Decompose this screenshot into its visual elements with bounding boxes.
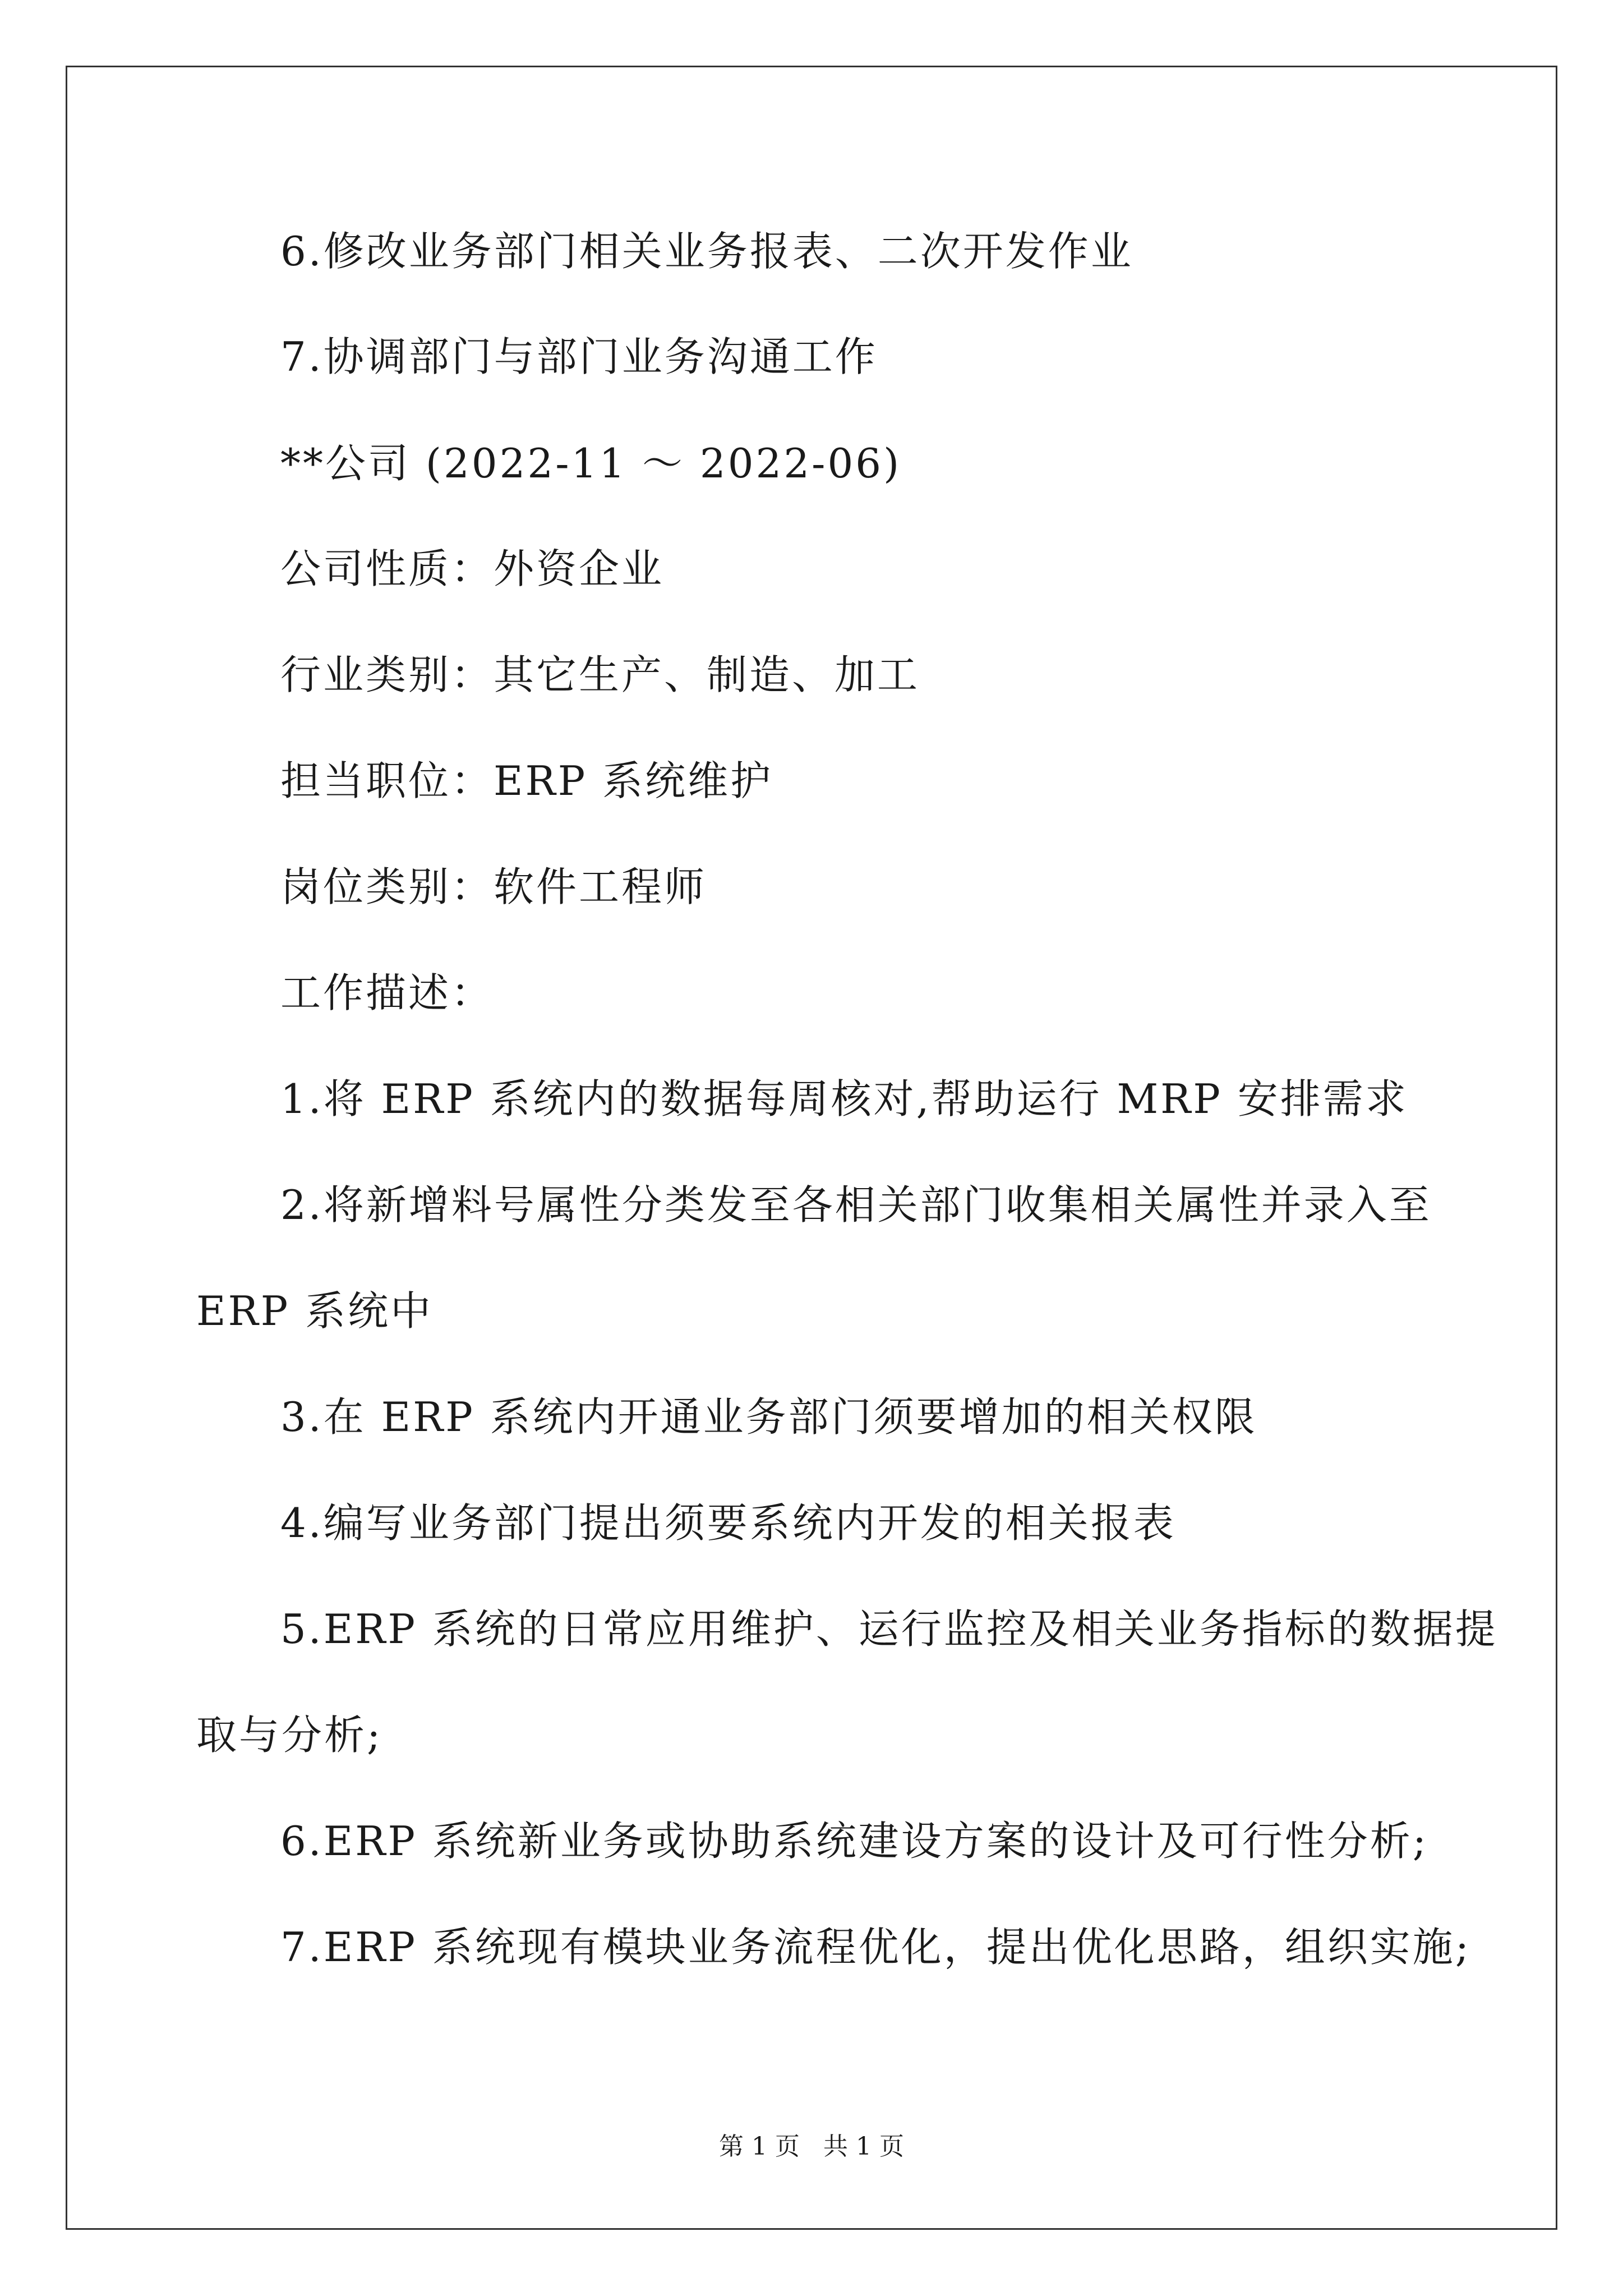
text-line: 2.将新增料号属性分类发至各相关部门收集相关属性并录入至 [280, 1181, 1432, 1228]
text-line: 4.编写业务部门提出须要系统内开发的相关报表 [280, 1499, 1176, 1547]
text-line: 取与分析; [196, 1711, 383, 1759]
text-line: **公司 (2022-11 ～ 2022-06) [280, 440, 902, 487]
text-line: 工作描述： [280, 969, 494, 1016]
text-line: ERP 系统中 [196, 1287, 434, 1335]
text-line: 行业类别：其它生产、制造、加工 [280, 651, 920, 698]
text-line: 6.ERP 系统新业务或协助系统建设方案的设计及可行性分析; [280, 1818, 1429, 1865]
page-border [66, 66, 1557, 2230]
text-line: 5.ERP 系统的日常应用维护、运行监控及相关业务指标的数据提 [280, 1605, 1498, 1653]
page-number-footer: 第 1 页 共 1 页 [719, 2132, 904, 2161]
text-line: 公司性质：外资企业 [280, 545, 665, 592]
text-line: 1.将 ERP 系统内的数据每周核对,帮助运行 MRP 安排需求 [280, 1075, 1408, 1122]
text-line: 7.协调部门与部门业务沟通工作 [280, 333, 878, 380]
text-line: 岗位类别：软件工程师 [280, 863, 707, 910]
text-line: 7.ERP 系统现有模块业务流程优化，提出优化思路，组织实施; [280, 1924, 1472, 1971]
text-line: 6.修改业务部门相关业务报表、二次开发作业 [280, 228, 1133, 275]
text-line: 3.在 ERP 系统内开通业务部门须要增加的相关权限 [280, 1393, 1257, 1441]
text-line: 担当职位：ERP 系统维护 [280, 757, 773, 804]
